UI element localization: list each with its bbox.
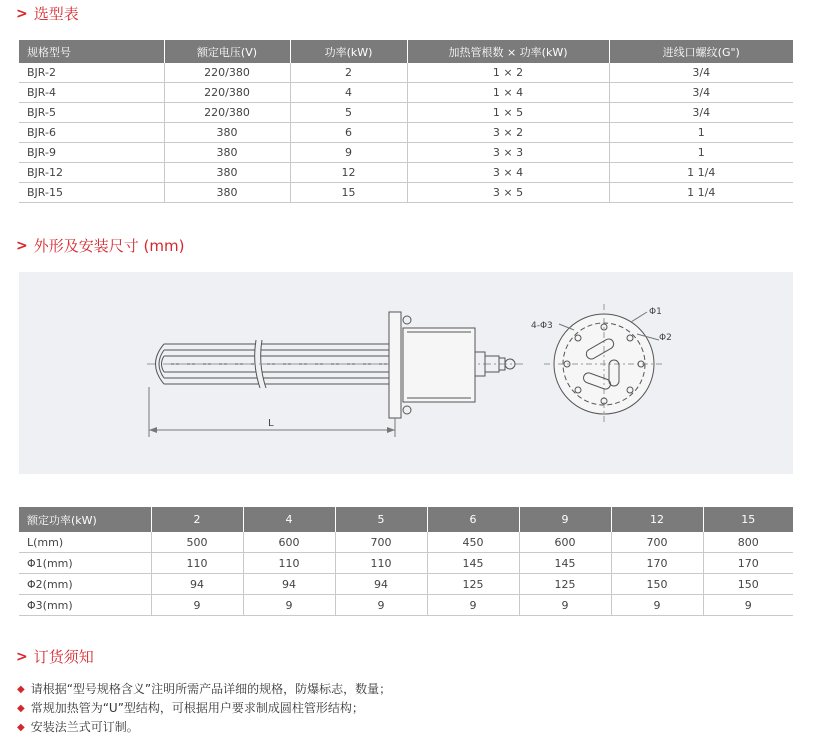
ordering-notes <box>17 680 391 737</box>
table-row <box>19 595 793 616</box>
header-model: 规格型号 <box>19 40 164 63</box>
cell-tubes: 3 × 4 <box>407 163 609 183</box>
header-power-value: 9 <box>519 507 611 532</box>
label-length: L <box>268 418 274 429</box>
cell-value: 600 <box>519 532 611 553</box>
table-row <box>19 574 793 595</box>
section-title-ordering <box>16 646 94 667</box>
cell-voltage: 380 <box>164 163 290 183</box>
header-power-value: 2 <box>151 507 243 532</box>
cell-voltage: 380 <box>164 183 290 203</box>
selection-table-header-row <box>19 40 793 63</box>
cell-voltage: 220/380 <box>164 103 290 123</box>
note-text: 安装法兰式可订制。 <box>30 720 139 734</box>
section-title-ordering-label: 订货须知 <box>33 648 94 666</box>
label-d2: Φ2 <box>659 333 672 343</box>
table-row <box>19 63 793 83</box>
cell-power: 12 <box>290 163 407 183</box>
cell-tubes: 1 × 5 <box>407 103 609 123</box>
cell-model: BJR-6 <box>19 123 164 143</box>
flange-plate <box>389 312 401 418</box>
cell-model: BJR-9 <box>19 143 164 163</box>
section-title-dimensions-label: 外形及安装尺寸 (mm) <box>33 237 185 255</box>
diamond-bullet-icon: ◆ <box>17 684 25 695</box>
section-title-dimensions <box>16 235 184 256</box>
cell-value: 600 <box>243 532 335 553</box>
header-thread: 进线口螺纹(G") <box>609 40 793 63</box>
cell-power: 9 <box>290 143 407 163</box>
cell-voltage: 380 <box>164 123 290 143</box>
cell-value: 145 <box>427 553 519 574</box>
section-title-selection-label: 选型表 <box>33 5 79 23</box>
cell-tubes: 1 × 2 <box>407 63 609 83</box>
cell-model: BJR-2 <box>19 63 164 83</box>
table-row <box>19 183 793 203</box>
table-row <box>19 532 793 553</box>
header-rated-power: 额定功率(kW) <box>19 507 151 532</box>
cell-power: 4 <box>290 83 407 103</box>
cell-value: 94 <box>335 574 427 595</box>
cell-model: BJR-12 <box>19 163 164 183</box>
cell-value: 94 <box>243 574 335 595</box>
chevron-right-icon: > <box>16 237 28 254</box>
chevron-right-icon: > <box>16 648 28 665</box>
header-power-value: 15 <box>703 507 793 532</box>
cell-value: 125 <box>427 574 519 595</box>
list-item <box>17 680 391 699</box>
header-power-value: 5 <box>335 507 427 532</box>
cell-value: 9 <box>151 595 243 616</box>
list-item <box>17 699 391 718</box>
table-row <box>19 103 793 123</box>
table-row <box>19 553 793 574</box>
cell-value: 9 <box>335 595 427 616</box>
dimension-table-header-row <box>19 507 793 532</box>
cell-thread: 3/4 <box>609 63 793 83</box>
chevron-right-icon: > <box>16 5 28 22</box>
note-text: 常规加热管为“U”型结构，可根据用户要求制成圆柱管形结构； <box>30 701 364 715</box>
header-power-value: 6 <box>427 507 519 532</box>
cell-tubes: 3 × 5 <box>407 183 609 203</box>
cell-thread: 3/4 <box>609 103 793 123</box>
cell-thread: 1 1/4 <box>609 183 793 203</box>
cell-value: 145 <box>519 553 611 574</box>
cell-value: 110 <box>243 553 335 574</box>
row-label: Φ2(mm) <box>19 574 151 595</box>
row-label: Φ1(mm) <box>19 553 151 574</box>
cell-value: 150 <box>703 574 793 595</box>
header-voltage: 额定电压(V) <box>164 40 290 63</box>
cell-voltage: 380 <box>164 143 290 163</box>
table-row <box>19 83 793 103</box>
cell-thread: 1 1/4 <box>609 163 793 183</box>
cell-value: 9 <box>703 595 793 616</box>
junction-housing <box>403 328 475 402</box>
cell-value: 9 <box>611 595 703 616</box>
diamond-bullet-icon: ◆ <box>17 703 25 714</box>
note-text: 请根据“型号规格含义”注明所需产品详细的规格，防爆标志，数量； <box>30 682 392 696</box>
cell-value: 700 <box>335 532 427 553</box>
cell-power: 15 <box>290 183 407 203</box>
cell-value: 170 <box>611 553 703 574</box>
cell-value: 110 <box>151 553 243 574</box>
header-power-value: 4 <box>243 507 335 532</box>
flange-bolt-bottom <box>403 406 411 414</box>
cell-value: 170 <box>703 553 793 574</box>
cell-value: 125 <box>519 574 611 595</box>
selection-table <box>19 40 793 203</box>
cell-thread: 1 <box>609 143 793 163</box>
header-power-value: 12 <box>611 507 703 532</box>
header-tube-count: 加热管根数 × 功率(kW) <box>407 40 609 63</box>
table-row <box>19 143 793 163</box>
label-d1: Φ1 <box>649 307 662 317</box>
cell-value: 500 <box>151 532 243 553</box>
cell-value: 700 <box>611 532 703 553</box>
cell-power: 6 <box>290 123 407 143</box>
cell-tubes: 1 × 4 <box>407 83 609 103</box>
row-label: L(mm) <box>19 532 151 553</box>
list-item <box>17 718 391 737</box>
cell-value: 150 <box>611 574 703 595</box>
dimension-table <box>19 507 793 616</box>
heater-drawing <box>19 272 793 474</box>
cell-value: 94 <box>151 574 243 595</box>
cell-tubes: 3 × 3 <box>407 143 609 163</box>
cell-value: 9 <box>427 595 519 616</box>
cell-value: 9 <box>519 595 611 616</box>
cell-model: BJR-5 <box>19 103 164 123</box>
row-label: Φ3(mm) <box>19 595 151 616</box>
cell-value: 800 <box>703 532 793 553</box>
flange-front-view <box>544 304 664 424</box>
technical-drawing-panel <box>19 272 793 474</box>
cell-model: BJR-4 <box>19 83 164 103</box>
cell-model: BJR-15 <box>19 183 164 203</box>
cell-thread: 3/4 <box>609 83 793 103</box>
table-row <box>19 163 793 183</box>
cell-thread: 1 <box>609 123 793 143</box>
cell-voltage: 220/380 <box>164 63 290 83</box>
cell-power: 2 <box>290 63 407 83</box>
cell-voltage: 220/380 <box>164 83 290 103</box>
section-title-selection <box>16 3 79 24</box>
table-row <box>19 123 793 143</box>
flange-bolt-top <box>403 316 411 324</box>
cell-value: 110 <box>335 553 427 574</box>
diamond-bullet-icon: ◆ <box>17 722 25 733</box>
cell-tubes: 3 × 2 <box>407 123 609 143</box>
cell-value: 9 <box>243 595 335 616</box>
header-power: 功率(kW) <box>290 40 407 63</box>
label-holes: 4-Φ3 <box>531 321 553 331</box>
cell-value: 450 <box>427 532 519 553</box>
cell-power: 5 <box>290 103 407 123</box>
